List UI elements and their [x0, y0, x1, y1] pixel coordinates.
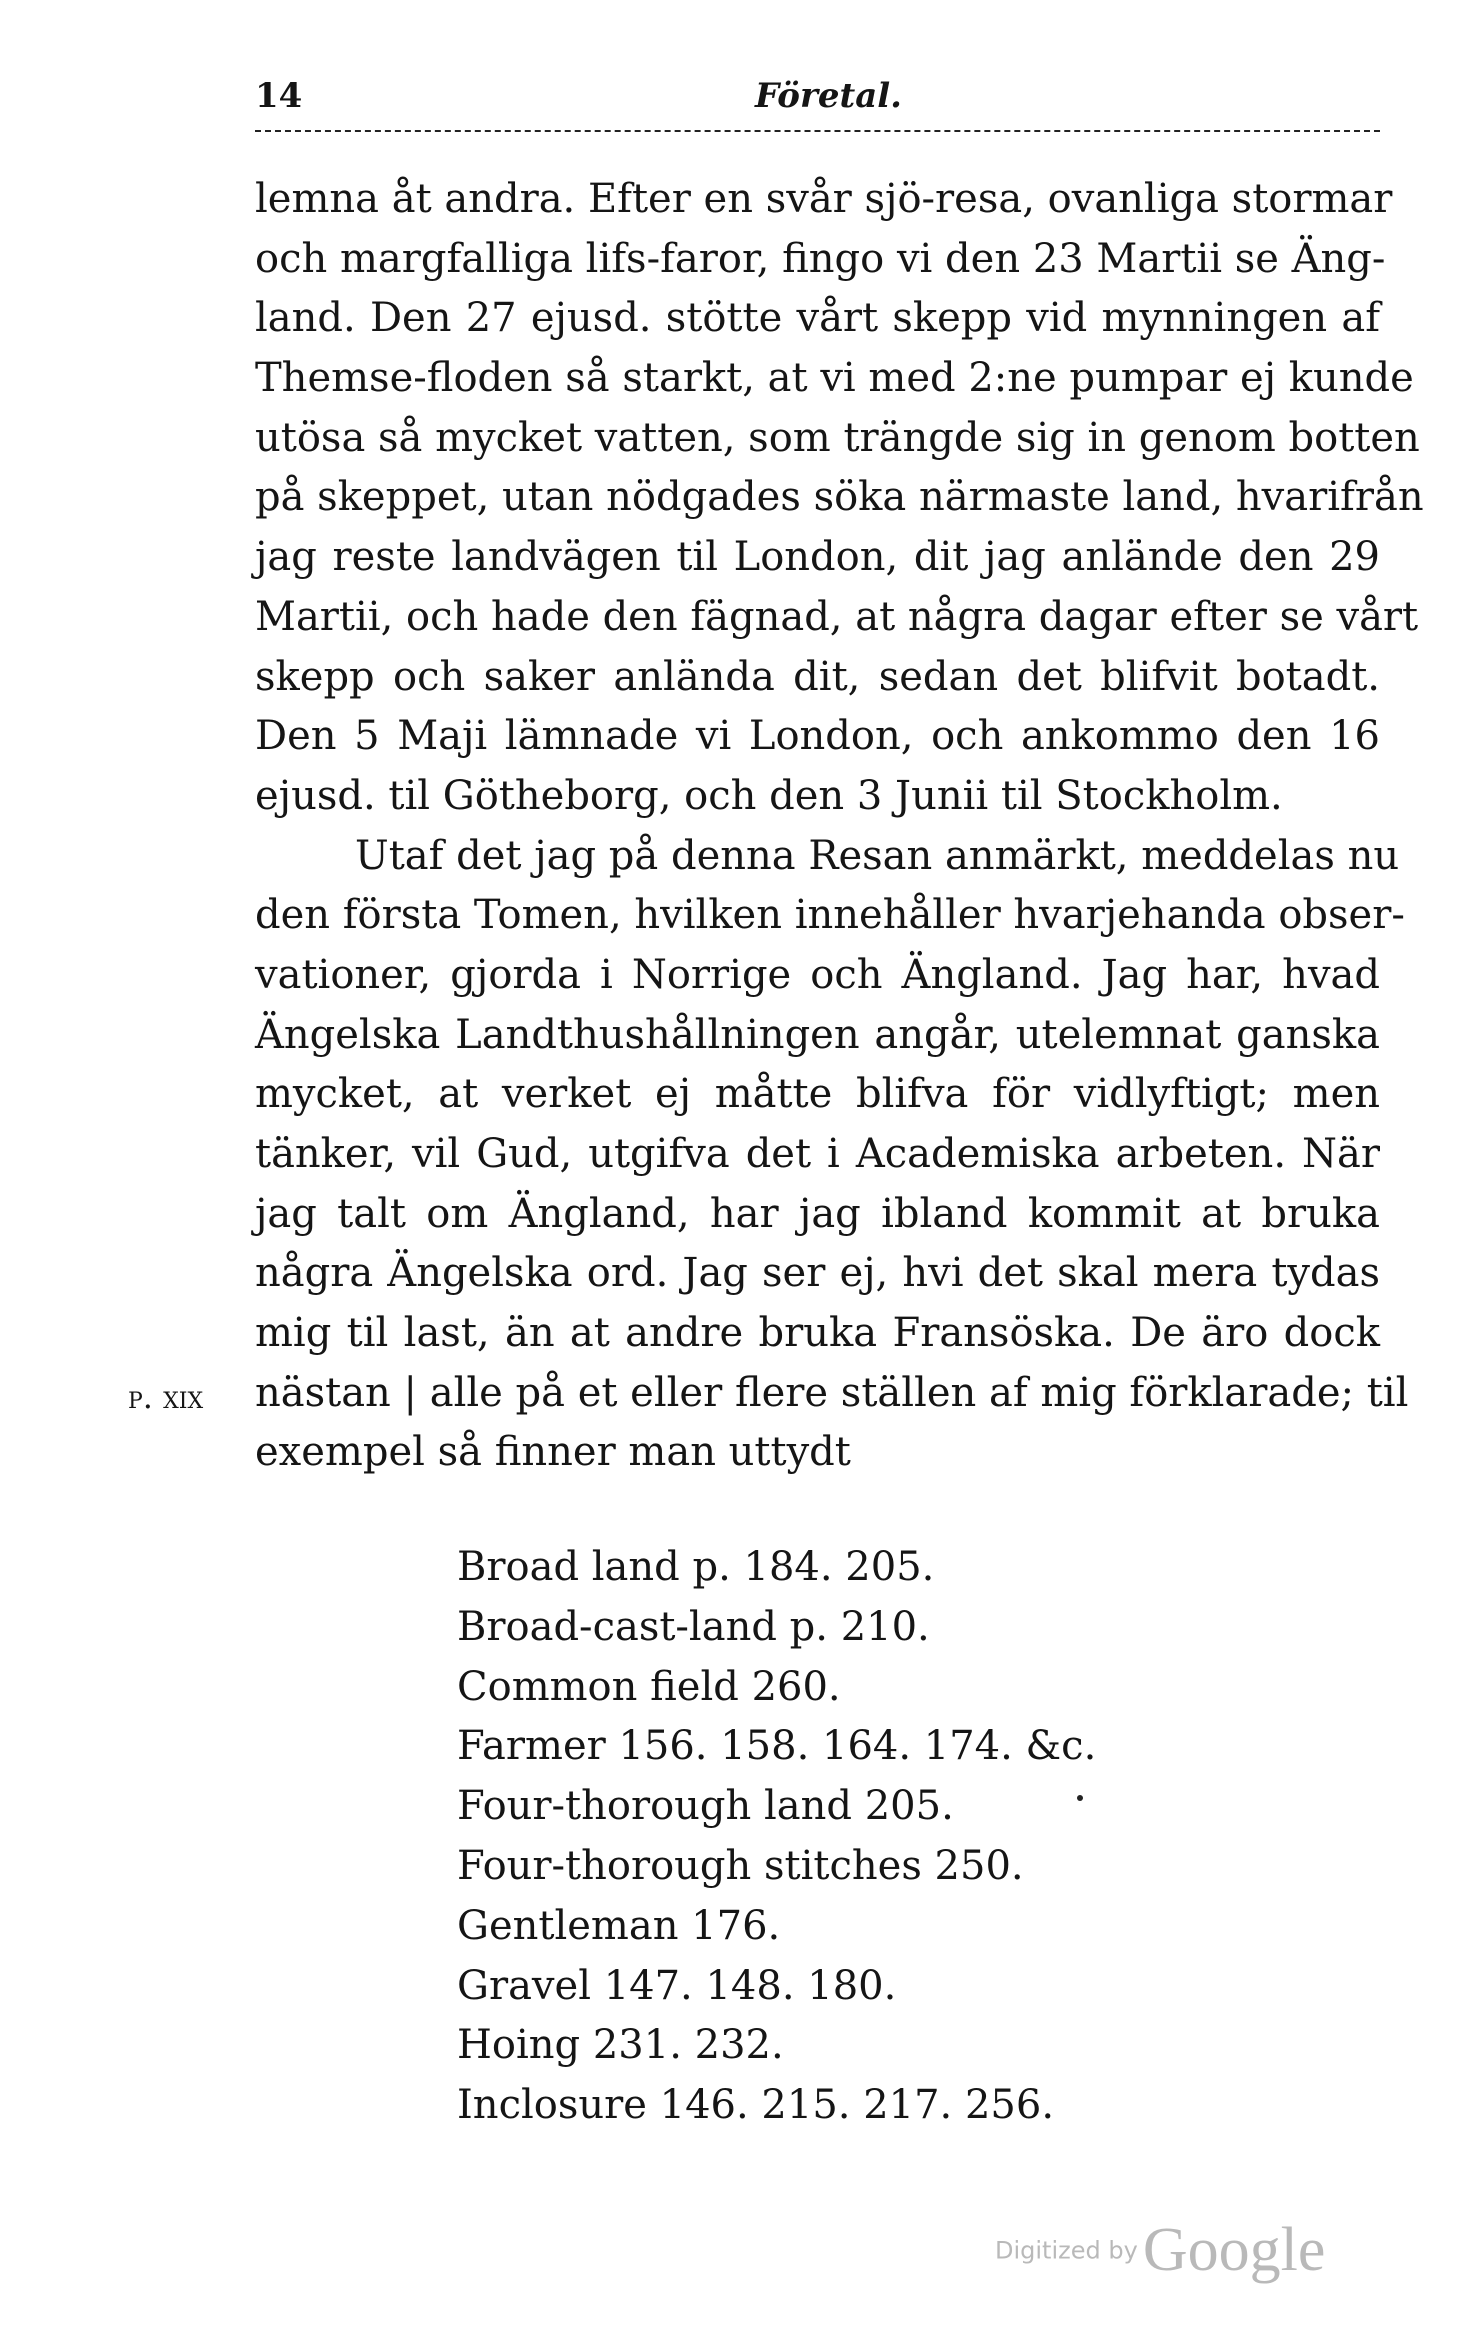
text-line: Den 5 Maji lämnade vi London, och ankommo den 16	[255, 713, 1380, 760]
text-line: och margfalliga lifs-faror, fingo vi den 23 Martii se Äng-	[255, 235, 1386, 282]
index-entry: Common field 260.	[457, 1663, 841, 1710]
index-entry: Broad-cast-land p. 210.	[457, 1603, 930, 1650]
text-line: land. Den 27 ejusd. stötte vårt skepp vid mynningen af	[255, 295, 1380, 342]
term-index-list	[457, 1538, 1096, 2136]
running-title: Företal.	[755, 76, 902, 116]
index-entry: Gravel 147. 148. 180.	[457, 1962, 897, 2009]
ink-speck	[1077, 1795, 1083, 1801]
text-line: skepp och saker anlända dit, sedan det blifvit botadt.	[255, 653, 1380, 700]
page-header	[255, 70, 1380, 130]
text-line: mycket, at verket ej måtte blifva för vidlyftigt; men	[255, 1071, 1380, 1118]
text-line: exempel så finner man uttydt	[255, 1429, 851, 1476]
index-entry: Four-thorough stitches 250.	[457, 1842, 1024, 1889]
text-line: ejusd. til Götheborg, och den 3 Junii til Stockholm.	[255, 772, 1283, 819]
text-line: några Ängelska ord. Jag ser ej, hvi det skal mera tydas	[255, 1250, 1380, 1297]
text-line: vationer, gjorda i Norrige och Ängland. Jag har, hvad	[255, 951, 1380, 998]
text-line: tänker, vil Gud, utgifva det i Academiska arbeten. När	[255, 1131, 1380, 1177]
text-line: utösa så mycket vatten, som trängde sig in genom botten	[255, 414, 1420, 461]
text-line: lemna åt andra. Efter en svår sjö-resa, ovanliga stormar	[255, 176, 1393, 222]
text-line: Utaf det jag på denna Resan anmärkt, meddelas nu	[355, 832, 1400, 879]
text-line: på skeppet, utan nödgades söka närmaste land, hvarifrån	[255, 474, 1424, 521]
index-entry: Four-thorough land 205.	[457, 1783, 954, 1830]
index-entry: Gentleman 176.	[457, 1902, 781, 1949]
index-entry: Broad land p. 184. 205.	[457, 1544, 935, 1590]
index-entry: Farmer 156. 158. 164. 174. &c.	[457, 1723, 1097, 1770]
text-line: mig til last, än at andre bruka Fransöska. De äro dock	[255, 1310, 1380, 1357]
text-line: den första Tomen, hvilken innehåller hvarjehanda obser-	[255, 892, 1405, 939]
index-entry: Hoing 231. 232.	[457, 2022, 784, 2069]
google-logo: Google	[1142, 2216, 1326, 2284]
margin-page-reference: p. xix	[128, 1378, 204, 1416]
watermark-prefix: Digitized by	[995, 2236, 1138, 2265]
text-line: Martii, och hade den fägnad, at några dagar efter se vårt	[255, 593, 1419, 640]
body-text	[255, 170, 1424, 1483]
header-rule	[255, 130, 1380, 132]
text-line: Themse-floden så starkt, at vi med 2:ne pumpar ej kunde	[255, 355, 1414, 402]
text-line: nästan | alle på et eller flere ställen af mig förklarade; til	[255, 1369, 1409, 1416]
text-line: Ängelska Landthushållningen angår, utelemnat ganska	[255, 1011, 1380, 1058]
text-line: jag reste landvägen til London, dit jag anlände den 29	[255, 534, 1380, 581]
index-entry: Inclosure 146. 215. 217. 256.	[457, 2082, 1055, 2129]
text-line: jag talt om Ängland, har jag ibland kommit at bruka	[255, 1190, 1380, 1237]
digitized-watermark	[995, 2215, 1325, 2286]
page-number: 14	[255, 76, 303, 116]
